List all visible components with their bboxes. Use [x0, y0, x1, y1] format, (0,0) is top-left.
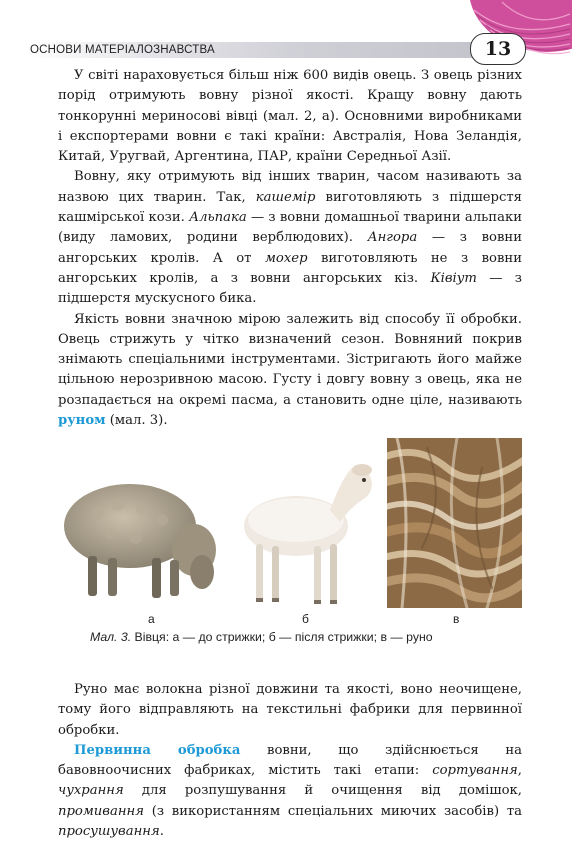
paragraph-1 — [58, 66, 522, 167]
text-run: (з використанням спеціальних миючих засобів) та — [143, 803, 522, 819]
term-qiviut: Ківіут — [430, 270, 477, 286]
term-washing: промивання — [58, 803, 144, 819]
text-run: Вовну, яку отримують від інших тварин, часом називають за назвою цих тварин. Так, — [58, 169, 522, 205]
running-head: ОСНОВИ МАТЕРІАЛОЗНАВСТВА — [30, 44, 215, 56]
term-angora: Ангора — [367, 230, 418, 246]
text-run: для розпушування й очищення від домішок, — [123, 783, 522, 799]
fleece-image — [387, 438, 522, 608]
caption-label: Мал. 3. — [90, 630, 132, 644]
text-run: виготовляють з підшерстя кашмірської кози. — [58, 189, 522, 226]
text-run: (мал. 3). — [105, 413, 168, 429]
body-text-top — [58, 66, 522, 431]
text-run: , — [517, 763, 522, 779]
term-cashmere: кашемір — [255, 189, 316, 205]
paragraph-4-text: Руно має волокна різної довжини та якості, воно неочищене, тому його відправляють на текстильні фабрики для первинної обробки. — [58, 682, 522, 738]
paragraph-2 — [58, 167, 522, 309]
paragraph-4 — [58, 680, 522, 741]
figure-3-photos — [58, 438, 522, 608]
sheep-before-shearing-image — [58, 468, 228, 608]
term-fleece-link[interactable]: руном — [58, 413, 106, 429]
text-run: . — [159, 824, 164, 840]
page-number: 13 — [470, 33, 526, 65]
text-run: — з вовни ангорських кролів. А от — [58, 230, 523, 266]
text-run: Якість вовни значною мірою залежить від способу її обробки. Овець стрижуть у чітко визначений сезон. Вовняний покрив знімають спеціальними інструментами. Зістригають його майже цільною нерозривною масою. Густу і довгу вовну з овець, яка не розпадається на окремі пасма, а становить одне ціле, називають — [58, 311, 522, 408]
term-carding: чухрання — [58, 783, 124, 799]
caption-text: Вівця: а — до стрижки; б — після стрижки; в — руно — [131, 630, 433, 644]
paragraph-3 — [58, 310, 522, 432]
term-primary-processing-link[interactable]: Первинна обробка — [74, 742, 241, 758]
figure-letter-b: б — [302, 612, 309, 626]
term-mohair: мохер — [264, 250, 308, 266]
body-text-bottom — [58, 680, 522, 842]
text-run: вовни, що здійснюється на бавовноочисних фабриках, містить такі етапи: — [58, 742, 522, 779]
term-sorting: сортування — [432, 763, 518, 779]
paragraph-1-text: У світі нараховується більш ніж 600 видів овець. З овець різних порід отримують вовну різної якості. Кращу вовну дають тонкорунні мериносові вівці (мал. 2, а). Основними виробниками і експортерами вовни є такі країни: Австралія, Нова Зеландія, Китай, Уругвай, Аргентина, ПАР, країни Середньої Азії. — [58, 68, 522, 165]
text-run: — з підшерстя мускусного бика. — [58, 270, 523, 307]
figure-letter-a: а — [148, 612, 155, 626]
sheep-after-shearing-image — [234, 448, 384, 608]
text-run: виготовляють не з вовни ангорських кролів, а з вовни ангорських кіз. — [58, 250, 522, 286]
figure-caption — [90, 630, 510, 644]
text-run: — з вовни домашньої тварини альпаки (виду ламових, родини верблюдових). — [58, 210, 522, 246]
term-alpaca: Альпака — [189, 210, 247, 226]
term-drying: просушування — [58, 824, 160, 840]
paragraph-5 — [58, 741, 522, 842]
figure-letter-c: в — [453, 612, 460, 626]
